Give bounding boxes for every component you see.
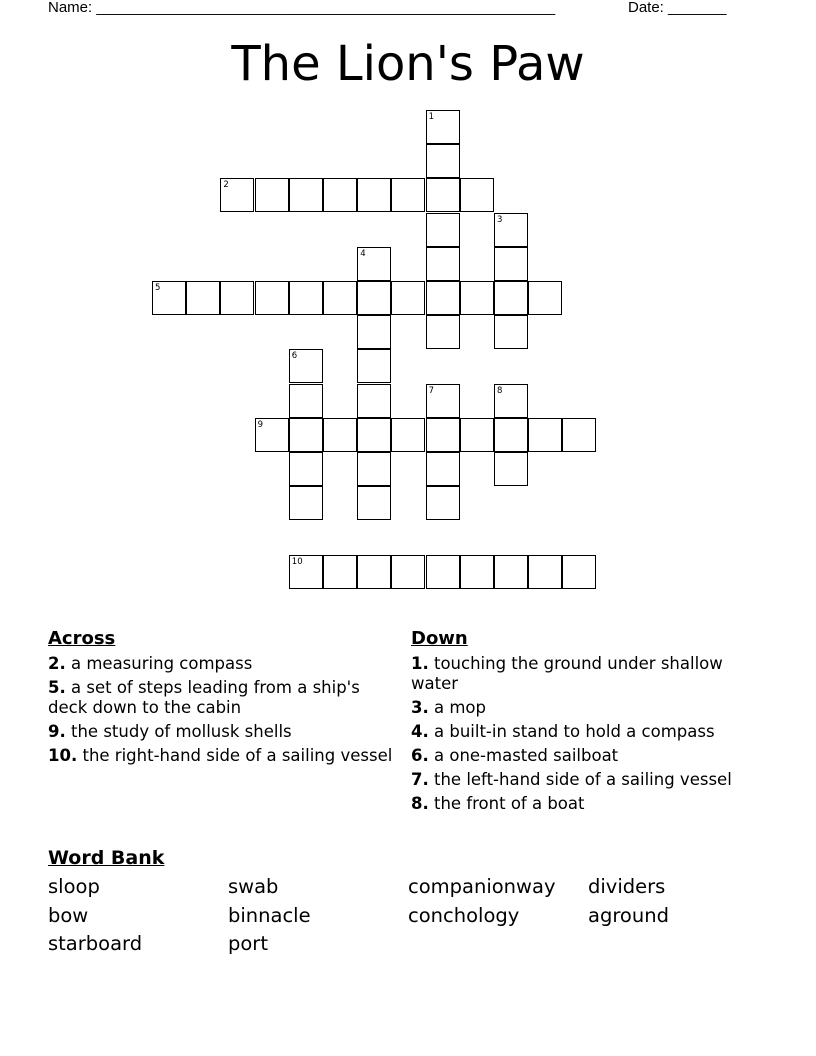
crossword-cell[interactable] <box>255 178 289 212</box>
down-clue <box>411 722 766 742</box>
crossword-cell[interactable] <box>323 178 357 212</box>
crossword-cell[interactable] <box>460 178 494 212</box>
crossword-cell[interactable] <box>391 418 425 452</box>
clue-number-label: 5. <box>48 678 66 697</box>
crossword-cell[interactable] <box>460 281 494 315</box>
word-bank-item: binnacle <box>228 903 311 927</box>
clue-text: a one-masted sailboat <box>428 746 619 765</box>
crossword-cell[interactable] <box>255 418 289 452</box>
clue-text: the right-hand side of a sailing vessel <box>77 746 393 765</box>
word-bank-item: sloop <box>48 875 100 898</box>
crossword-cell[interactable] <box>289 555 323 589</box>
clue-number: 4 <box>360 248 366 259</box>
crossword-cell[interactable] <box>289 452 323 486</box>
crossword-cell[interactable] <box>152 281 186 315</box>
crossword-cell[interactable] <box>323 281 357 315</box>
clue-number-label: 4. <box>411 722 429 741</box>
crossword-cell[interactable] <box>289 486 323 520</box>
clue-number: 9 <box>257 419 264 430</box>
crossword-cell[interactable] <box>494 213 528 247</box>
word-bank-item: port <box>228 932 268 955</box>
clue-text: touching the ground under shallow water <box>411 654 723 693</box>
word-bank-list <box>48 873 768 959</box>
crossword-cell[interactable] <box>494 452 528 486</box>
crossword-cell[interactable] <box>289 384 323 418</box>
crossword-cell[interactable] <box>357 555 391 589</box>
clue-number-label: 3. <box>411 698 429 717</box>
crossword-cell[interactable] <box>357 247 391 281</box>
crossword-cell[interactable] <box>426 213 460 247</box>
crossword-cell[interactable] <box>562 555 596 589</box>
crossword-cell[interactable] <box>528 418 562 452</box>
word-bank-item: dividers <box>588 875 666 898</box>
across-clue <box>48 678 393 718</box>
down-clue <box>411 698 766 718</box>
crossword-cell[interactable] <box>255 281 289 315</box>
crossword-cell[interactable] <box>357 418 391 452</box>
crossword-cell[interactable] <box>460 555 494 589</box>
crossword-cell[interactable] <box>357 281 391 315</box>
crossword-cell[interactable] <box>426 452 460 486</box>
crossword-cell[interactable] <box>426 247 460 281</box>
crossword-cell[interactable] <box>494 418 528 452</box>
clue-number: 3 <box>497 214 503 225</box>
crossword-cell[interactable] <box>357 486 391 520</box>
word-bank-heading: Word Bank <box>48 847 165 869</box>
crossword-cell[interactable] <box>391 281 425 315</box>
crossword-cell[interactable] <box>357 178 391 212</box>
down-clue-list <box>411 654 766 814</box>
crossword-cell[interactable] <box>426 555 460 589</box>
crossword-cell[interactable] <box>494 247 528 281</box>
word-bank-item: bow <box>48 903 89 927</box>
crossword-cell[interactable] <box>528 281 562 315</box>
word-bank-item: swab <box>228 875 279 898</box>
clue-number: 1 <box>428 112 435 122</box>
clue-text: a built-in stand to hold a compass <box>428 722 715 741</box>
crossword-cell[interactable] <box>186 281 220 315</box>
down-clues <box>411 628 766 818</box>
word-bank-item: aground <box>588 903 669 927</box>
clue-text: a mop <box>428 698 486 717</box>
down-clue <box>411 654 766 694</box>
crossword-cell[interactable] <box>289 178 323 212</box>
down-clue <box>411 770 766 790</box>
crossword-cell[interactable] <box>426 110 460 144</box>
clue-text: the left-hand side of a sailing vessel <box>428 770 732 789</box>
date-field-label: Date: _______ <box>628 0 727 16</box>
crossword-cell[interactable] <box>494 281 528 315</box>
crossword-cell[interactable] <box>426 418 460 452</box>
down-clue <box>411 746 766 766</box>
clue-number: 8 <box>497 385 503 396</box>
across-clue <box>48 654 393 674</box>
crossword-cell[interactable] <box>426 281 460 315</box>
clue-text: the front of a boat <box>428 794 585 813</box>
down-clue <box>411 794 766 814</box>
crossword-cell[interactable] <box>494 315 528 349</box>
word-bank-item: conchology <box>408 903 520 927</box>
crossword-cell[interactable] <box>220 281 254 315</box>
crossword-cell[interactable] <box>460 418 494 452</box>
crossword-cell[interactable] <box>562 418 596 452</box>
clue-number-label: 8. <box>411 794 429 813</box>
crossword-cell[interactable] <box>220 178 254 212</box>
crossword-cell[interactable] <box>323 418 357 452</box>
across-heading: Across <box>48 628 116 649</box>
clue-text: a set of steps leading from a ship's deck down to the cabin <box>48 678 360 717</box>
crossword-cell[interactable] <box>289 281 323 315</box>
across-clues <box>48 628 393 770</box>
crossword-cell[interactable] <box>426 486 460 520</box>
clue-text: the study of mollusk shells <box>65 722 292 741</box>
word-bank <box>48 846 768 959</box>
crossword-cell[interactable] <box>426 144 460 178</box>
across-clue-list <box>48 654 393 766</box>
crossword-cell[interactable] <box>289 349 323 383</box>
clue-number-label: 1. <box>411 654 429 673</box>
word-bank-item: companionway <box>408 875 556 898</box>
clue-number: 2 <box>223 180 229 191</box>
crossword-cell[interactable] <box>357 452 391 486</box>
crossword-cell[interactable] <box>494 555 528 589</box>
across-clue <box>48 746 393 766</box>
word-bank-item: starboard <box>48 932 143 955</box>
clue-number: 6 <box>291 351 298 362</box>
crossword-cell[interactable] <box>494 384 528 418</box>
down-heading: Down <box>411 628 468 649</box>
clue-number-label: 9. <box>48 722 66 741</box>
crossword-cell[interactable] <box>528 555 562 589</box>
crossword-cell[interactable] <box>426 384 460 418</box>
clue-text: a measuring compass <box>65 654 253 673</box>
clue-number-label: 6. <box>411 746 429 765</box>
clue-number: 7 <box>428 385 435 396</box>
crossword-cell[interactable] <box>357 384 391 418</box>
clue-number: 5 <box>155 283 161 293</box>
name-field-label: Name: _______________________________________________________ <box>48 0 556 16</box>
crossword-cell[interactable] <box>357 315 391 349</box>
clue-number: 10 <box>291 556 303 567</box>
clue-number-label: 7. <box>411 770 429 789</box>
clue-number-label: 2. <box>48 654 66 673</box>
crossword-cell[interactable] <box>323 555 357 589</box>
crossword-cell[interactable] <box>426 178 460 212</box>
crossword-cell[interactable] <box>289 418 323 452</box>
crossword-cell[interactable] <box>391 555 425 589</box>
crossword-cell[interactable] <box>426 315 460 349</box>
clue-number-label: 10. <box>48 746 78 765</box>
across-clue <box>48 722 393 742</box>
crossword-cell[interactable] <box>357 349 391 383</box>
puzzle-title: The Lion's Paw <box>231 36 585 92</box>
crossword-cell[interactable] <box>391 178 425 212</box>
